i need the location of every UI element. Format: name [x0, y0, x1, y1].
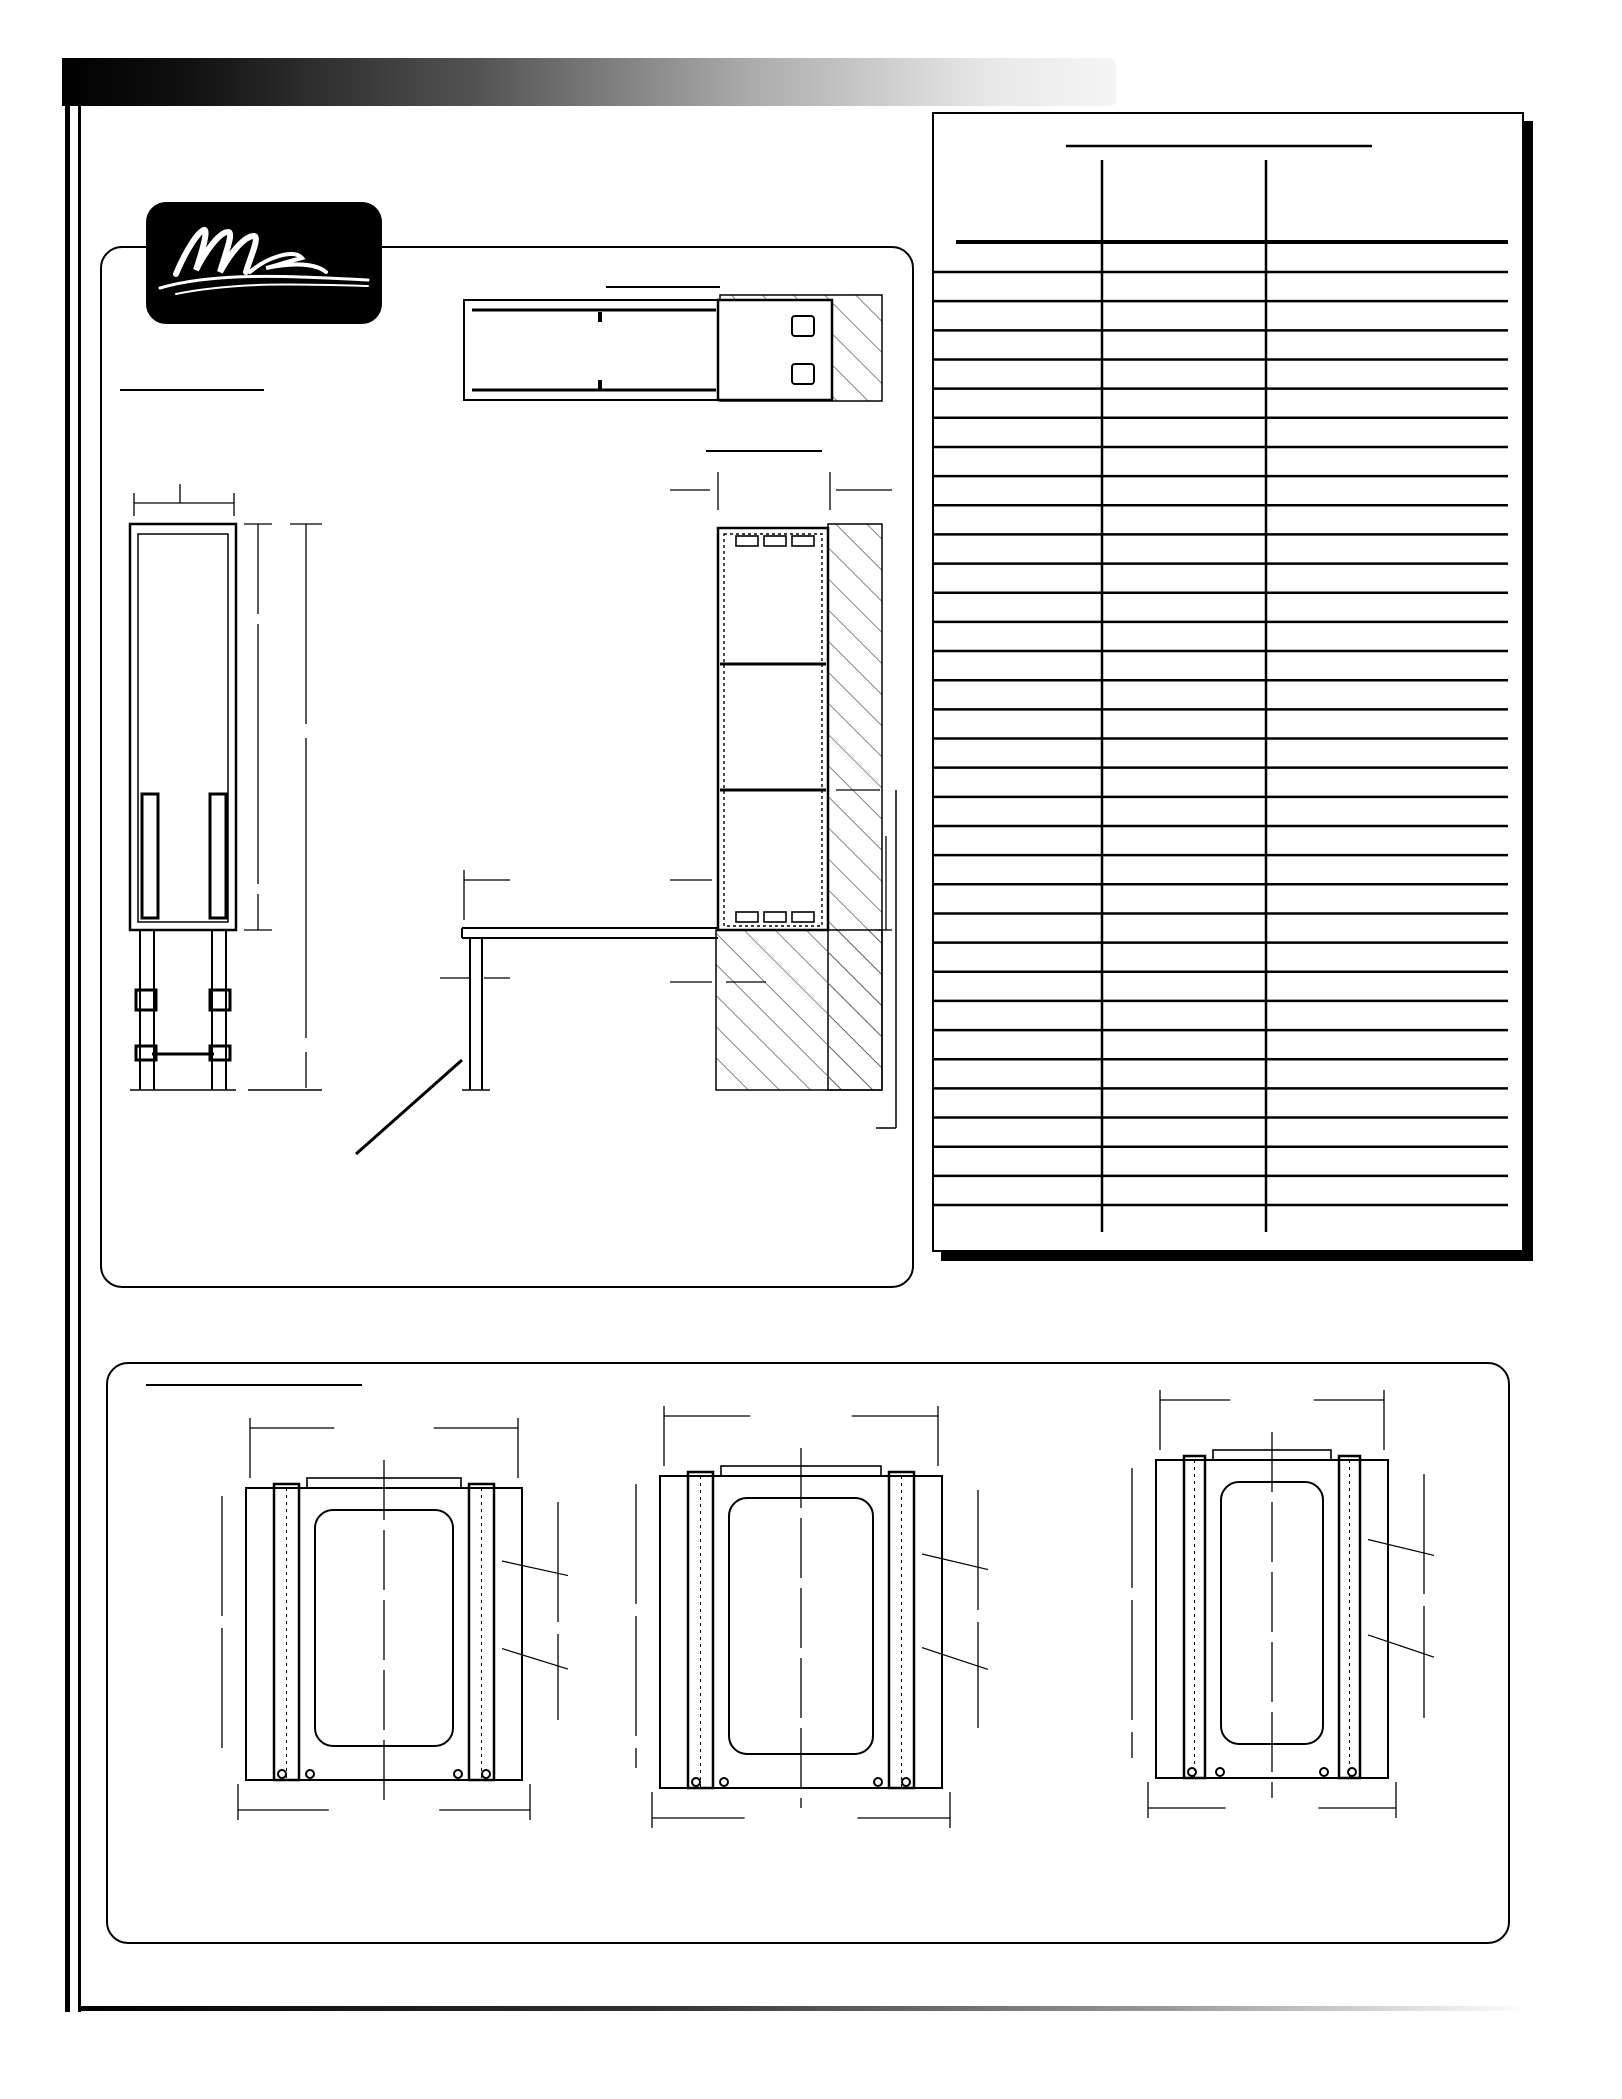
top-plan-view	[464, 287, 882, 401]
spec-table-grid	[932, 146, 1508, 1232]
front-panel-view-left	[222, 1418, 568, 1820]
front-panel-views	[222, 1390, 1434, 1828]
table-rows	[932, 272, 1508, 1205]
front-panel-view-center	[636, 1406, 988, 1828]
callout-leader-line	[356, 1060, 462, 1154]
front-elevation-view	[356, 451, 896, 1154]
side-elevation-view	[120, 390, 322, 1090]
floor-wall-hatch	[716, 930, 882, 1090]
front-panel-view-right	[1132, 1390, 1434, 1818]
